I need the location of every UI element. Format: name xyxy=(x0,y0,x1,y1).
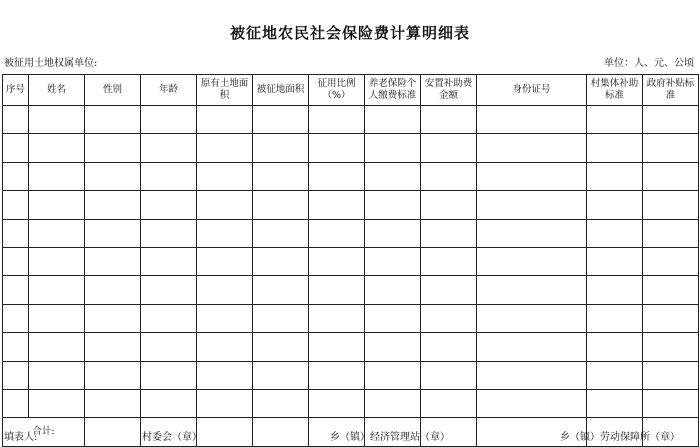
table-cell-gov[interactable] xyxy=(643,389,699,417)
table-cell-ratio[interactable] xyxy=(309,389,365,417)
table-cell-id[interactable] xyxy=(477,134,587,162)
table-cell-seq[interactable] xyxy=(3,191,29,219)
table-cell-name[interactable] xyxy=(29,304,85,332)
table-cell-gov[interactable] xyxy=(643,106,699,134)
table-cell-id[interactable] xyxy=(477,276,587,304)
table-cell-seq[interactable] xyxy=(3,389,29,417)
table-cell-id[interactable] xyxy=(477,247,587,275)
table-cell-pension[interactable] xyxy=(365,162,421,190)
table-cell-age[interactable] xyxy=(141,247,197,275)
table-cell-name[interactable] xyxy=(29,247,85,275)
table-cell-id[interactable] xyxy=(477,333,587,361)
table-cell-id[interactable] xyxy=(477,304,587,332)
table-cell-orig_land[interactable] xyxy=(197,276,253,304)
table-cell-age[interactable] xyxy=(141,219,197,247)
table-row xyxy=(3,333,699,361)
table-row xyxy=(3,247,699,275)
table-cell-ratio[interactable] xyxy=(309,276,365,304)
table-row xyxy=(3,191,699,219)
table-row xyxy=(3,276,699,304)
table-cell-gov[interactable] xyxy=(643,134,699,162)
footer-filler: 填表人: xyxy=(4,432,38,443)
header-id-number: 身份证号 xyxy=(477,75,587,106)
table-cell-village[interactable] xyxy=(587,219,643,247)
table-cell-seq[interactable] xyxy=(3,333,29,361)
table-cell-orig_land[interactable] xyxy=(197,333,253,361)
table-row xyxy=(3,162,699,190)
table-cell-orig_land[interactable] xyxy=(197,106,253,134)
header-village-subsidy: 村集体补助标准 xyxy=(587,75,643,106)
table-cell-seq[interactable] xyxy=(3,361,29,389)
table-cell-age[interactable] xyxy=(141,162,197,190)
table-cell-village[interactable] xyxy=(587,333,643,361)
table-cell-gov[interactable] xyxy=(643,219,699,247)
table-cell-subsidy[interactable] xyxy=(421,106,477,134)
table-cell-village[interactable] xyxy=(587,162,643,190)
table-cell-village[interactable] xyxy=(587,134,643,162)
table-cell-gender[interactable] xyxy=(85,106,141,134)
table-cell-pension[interactable] xyxy=(365,219,421,247)
table-cell-name[interactable] xyxy=(29,106,85,134)
table-cell-age[interactable] xyxy=(141,106,197,134)
table-cell-age[interactable] xyxy=(141,333,197,361)
table-cell-village[interactable] xyxy=(587,106,643,134)
header-seq: 序号 xyxy=(3,75,29,106)
table-cell-seq[interactable] xyxy=(3,134,29,162)
table-cell-orig_land[interactable] xyxy=(197,389,253,417)
table-cell-taken_land[interactable] xyxy=(253,106,309,134)
table-cell-age[interactable] xyxy=(141,191,197,219)
table-cell-taken_land[interactable] xyxy=(253,333,309,361)
table-cell-taken_land[interactable] xyxy=(253,389,309,417)
table-cell-gov[interactable] xyxy=(643,276,699,304)
table-cell-gender[interactable] xyxy=(85,247,141,275)
total-label: 合计: xyxy=(3,418,85,446)
table-cell-village[interactable] xyxy=(587,191,643,219)
table-cell-age[interactable] xyxy=(141,389,197,417)
table-cell-id[interactable] xyxy=(477,219,587,247)
table-cell-ratio[interactable] xyxy=(309,304,365,332)
table-cell-subsidy[interactable] xyxy=(421,247,477,275)
table-cell-pension[interactable] xyxy=(365,247,421,275)
table-cell-pension[interactable] xyxy=(365,191,421,219)
table-cell-name[interactable] xyxy=(29,276,85,304)
table-cell-pension[interactable] xyxy=(365,106,421,134)
table-cell-gender[interactable] xyxy=(85,304,141,332)
footer-econ-station: 乡（镇）经济管理站（章） xyxy=(330,432,450,443)
table-cell-subsidy[interactable] xyxy=(421,389,477,417)
table-cell-village[interactable] xyxy=(587,304,643,332)
table-cell-id[interactable] xyxy=(477,389,587,417)
table-cell-seq[interactable] xyxy=(3,276,29,304)
header-name: 姓名 xyxy=(29,75,85,106)
table-cell-seq[interactable] xyxy=(3,106,29,134)
table-cell-taken_land[interactable] xyxy=(253,276,309,304)
table-cell-taken_land[interactable] xyxy=(253,304,309,332)
table-cell-age[interactable] xyxy=(141,361,197,389)
table-cell-subsidy[interactable] xyxy=(421,219,477,247)
table-cell-orig_land[interactable] xyxy=(197,304,253,332)
table-cell-gender[interactable] xyxy=(85,333,141,361)
total-cell[interactable] xyxy=(197,418,253,446)
table-cell-village[interactable] xyxy=(587,276,643,304)
table-cell-name[interactable] xyxy=(29,389,85,417)
table-cell-taken_land[interactable] xyxy=(253,191,309,219)
table-cell-gender[interactable] xyxy=(85,276,141,304)
table-cell-gender[interactable] xyxy=(85,134,141,162)
table-cell-gov[interactable] xyxy=(643,247,699,275)
table-cell-pension[interactable] xyxy=(365,304,421,332)
table-cell-id[interactable] xyxy=(477,162,587,190)
footer-labor-office: 乡（镇）劳动保障所（章） xyxy=(560,432,680,443)
unit-label: 单位：人、元、公顷 xyxy=(604,58,694,69)
table-cell-orig_land[interactable] xyxy=(197,162,253,190)
table-cell-gov[interactable] xyxy=(643,304,699,332)
table-cell-seq[interactable] xyxy=(3,247,29,275)
header-pension-contribution: 养老保险个人缴费标准 xyxy=(365,75,421,106)
table-row xyxy=(3,389,699,417)
table-cell-gov[interactable] xyxy=(643,333,699,361)
footer-village-committee: 村委会（章） xyxy=(142,432,202,443)
table-cell-taken_land[interactable] xyxy=(253,361,309,389)
table-cell-subsidy[interactable] xyxy=(421,276,477,304)
total-cell[interactable] xyxy=(253,418,309,446)
table-cell-pension[interactable] xyxy=(365,389,421,417)
table-cell-taken_land[interactable] xyxy=(253,162,309,190)
table-cell-pension[interactable] xyxy=(365,361,421,389)
table-cell-subsidy[interactable] xyxy=(421,191,477,219)
table-cell-gender[interactable] xyxy=(85,219,141,247)
table-cell-ratio[interactable] xyxy=(309,333,365,361)
table-cell-gender[interactable] xyxy=(85,389,141,417)
table-cell-name[interactable] xyxy=(29,361,85,389)
header-original-land-area: 原有土地面积 xyxy=(197,75,253,106)
header-gender: 性别 xyxy=(85,75,141,106)
table-cell-orig_land[interactable] xyxy=(197,361,253,389)
table-cell-name[interactable] xyxy=(29,333,85,361)
table-row xyxy=(3,219,699,247)
table-cell-village[interactable] xyxy=(587,389,643,417)
table-cell-ratio[interactable] xyxy=(309,134,365,162)
table-cell-gov[interactable] xyxy=(643,162,699,190)
table-cell-village[interactable] xyxy=(587,361,643,389)
table-cell-name[interactable] xyxy=(29,219,85,247)
table-cell-ratio[interactable] xyxy=(309,106,365,134)
table-cell-name[interactable] xyxy=(29,191,85,219)
table-cell-pension[interactable] xyxy=(365,276,421,304)
table-cell-seq[interactable] xyxy=(3,304,29,332)
table-cell-gender[interactable] xyxy=(85,191,141,219)
table-cell-ratio[interactable] xyxy=(309,247,365,275)
table-cell-gender[interactable] xyxy=(85,162,141,190)
table-cell-name[interactable] xyxy=(29,134,85,162)
header-resettlement-subsidy: 安置补助费金额 xyxy=(421,75,477,106)
table-row xyxy=(3,361,699,389)
table-cell-gov[interactable] xyxy=(643,361,699,389)
header-taken-ratio: 征用比例（%） xyxy=(309,75,365,106)
table-cell-taken_land[interactable] xyxy=(253,247,309,275)
table-cell-name[interactable] xyxy=(29,162,85,190)
table-cell-orig_land[interactable] xyxy=(197,219,253,247)
table-cell-subsidy[interactable] xyxy=(421,134,477,162)
table-cell-id[interactable] xyxy=(477,191,587,219)
table-cell-ratio[interactable] xyxy=(309,219,365,247)
table-cell-taken_land[interactable] xyxy=(253,219,309,247)
total-cell[interactable] xyxy=(85,418,141,446)
table-cell-orig_land[interactable] xyxy=(197,247,253,275)
table-cell-age[interactable] xyxy=(141,134,197,162)
table-cell-age[interactable] xyxy=(141,276,197,304)
calculation-table xyxy=(2,74,699,447)
header-government-subsidy: 政府补贴标准 xyxy=(643,75,699,106)
form-title: 被征地农民社会保险费计算明细表 xyxy=(229,24,470,42)
table-cell-ratio[interactable] xyxy=(309,361,365,389)
table-cell-gov[interactable] xyxy=(643,191,699,219)
table-cell-seq[interactable] xyxy=(3,219,29,247)
table-cell-id[interactable] xyxy=(477,106,587,134)
table-cell-id[interactable] xyxy=(477,361,587,389)
table-cell-village[interactable] xyxy=(587,247,643,275)
table-cell-subsidy[interactable] xyxy=(421,361,477,389)
header-age: 年龄 xyxy=(141,75,197,106)
table-row xyxy=(3,134,699,162)
header-row xyxy=(3,75,699,106)
table-cell-orig_land[interactable] xyxy=(197,134,253,162)
table-cell-subsidy[interactable] xyxy=(421,333,477,361)
table-cell-seq[interactable] xyxy=(3,162,29,190)
land-owner-label: 被征用土地权属单位: xyxy=(4,58,98,69)
table-cell-pension[interactable] xyxy=(365,333,421,361)
table-cell-ratio[interactable] xyxy=(309,162,365,190)
table-row xyxy=(3,304,699,332)
table-cell-orig_land[interactable] xyxy=(197,191,253,219)
table-cell-subsidy[interactable] xyxy=(421,304,477,332)
table-cell-ratio[interactable] xyxy=(309,191,365,219)
table-cell-pension[interactable] xyxy=(365,134,421,162)
table-cell-gender[interactable] xyxy=(85,361,141,389)
table-cell-subsidy[interactable] xyxy=(421,162,477,190)
table-cell-taken_land[interactable] xyxy=(253,134,309,162)
header-taken-land-area: 被征地面积 xyxy=(253,75,309,106)
table-cell-age[interactable] xyxy=(141,304,197,332)
table-row xyxy=(3,106,699,134)
